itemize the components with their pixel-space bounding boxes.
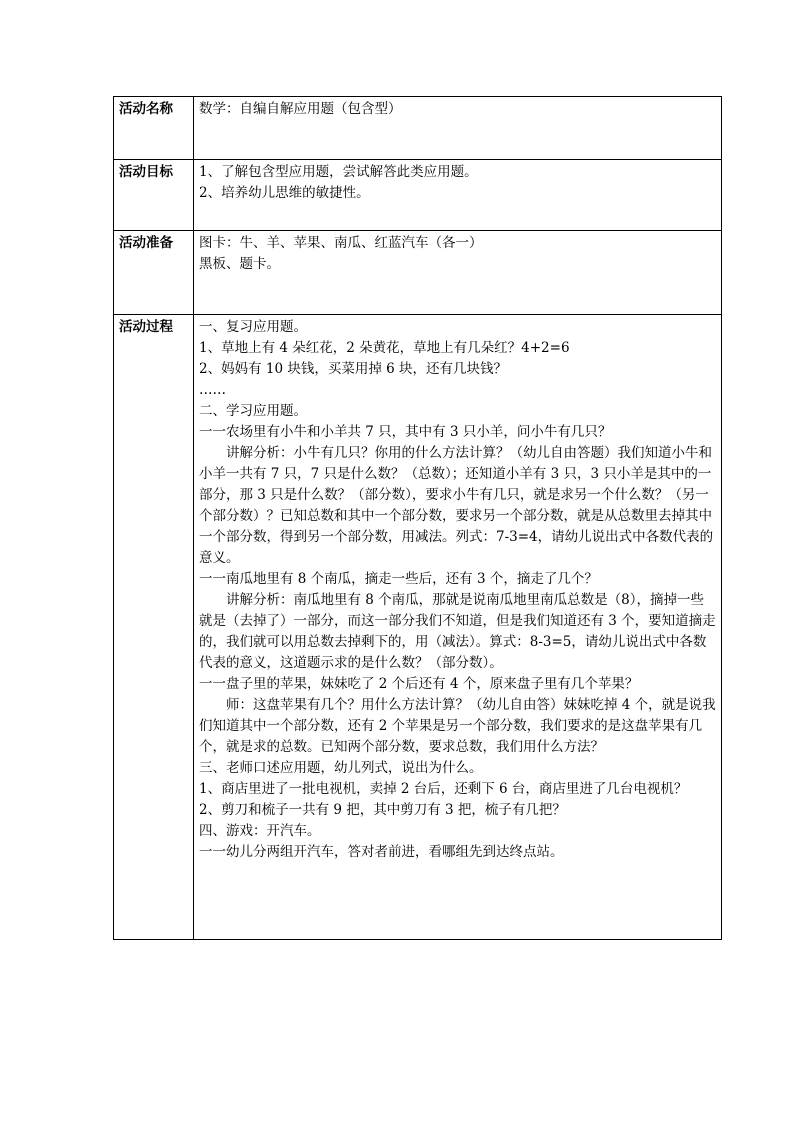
process-line: 一一南瓜地里有 8 个南瓜，摘走一些后，还有 3 个，摘走了几个？: [199, 571, 598, 587]
process-line: 1、商店里进了一批电视机，卖掉 2 台后，还剩下 6 台，商店里进了几台电视机？: [199, 781, 688, 797]
process-analysis-paragraph: 师：这盘苹果有几个？用什么方法计算？（幼儿自由答）妹妹吃掉 4 个，就是说我们知道其中一个部分数，还有 2 个苹果是另一个部分数，我们要求的是这盘苹果有几个，就是求的总数。已知两个部分数，要求总数，我们用什么方法？: [199, 697, 716, 755]
process-line: 三、老师口述应用题，幼儿列式，说出为什么。: [199, 760, 483, 776]
process-analysis-paragraph: 讲解分析：南瓜地里有 8 个南瓜，那就是说南瓜地里南瓜总数是（8），摘掉一些就是（去掉了）一部分，而这一部分我们不知道，但是我们知道还有 3 个，要知道摘走的，我们就可以用总数去掉剩下的，用（减法）。算式：8-3=5，请幼儿说出式中各数代表的意义，这道题示求的是什么数？（部分数）。: [199, 592, 716, 671]
process-line: 2、妈妈有 10 块钱，买菜用掉 6 块，还有几块钱？: [199, 361, 508, 377]
process-line: 一、复习应用题。: [199, 319, 307, 335]
label-activity-goals: 活动目标: [114, 160, 194, 231]
process-line: ……: [199, 382, 226, 398]
label-activity-name: 活动名称: [114, 97, 194, 160]
activity-plan-table: [113, 96, 722, 940]
row-activity-goals: [114, 160, 722, 231]
activity-name-text: 数学：自编自解应用题（包含型）: [199, 101, 402, 117]
process-line: 四、游戏：开汽车。: [199, 823, 321, 839]
row-activity-prep: [114, 231, 722, 315]
process-line: 1、草地上有 4 朵红花，2 朵黄花，草地上有几朵红？4+2=6: [199, 340, 570, 356]
process-analysis-paragraph: 讲解分析：小牛有几只？你用的什么方法计算？（幼儿自由答题）我们知道小牛和小羊一共有 7 只，7 只是什么数？（总数）；还知道小羊有 3 只，3 只小羊是其中的一部分，那 3 只是什么数？（部分数），要求小牛有几只，就是求另一个什么数？（另一个部分数）？已知总数和其中一个部分数，要求另一个部分数，就是从总数里去掉其中一个部分数，得到另一个部分数，用减法。列式：7-3=4，请幼儿说出式中各数代表的意义。: [199, 445, 714, 566]
content-activity-goals: [194, 160, 722, 231]
label-activity-process: 活动过程: [114, 315, 194, 940]
content-activity-prep: [194, 231, 722, 315]
process-line: 二、学习应用题。: [199, 403, 307, 419]
content-activity-name: [194, 97, 722, 160]
content-activity-process: [194, 315, 722, 940]
process-line: 一一幼儿分两组开汽车，答对者前进，看哪组先到达终点站。: [199, 844, 564, 860]
goal-line: 1、了解包含型应用题，尝试解答此类应用题。: [199, 164, 478, 180]
row-activity-name: [114, 97, 722, 160]
prep-line: 黑板、题卡。: [199, 256, 280, 272]
prep-line: 图卡：牛、羊、苹果、南瓜、红蓝汽车（各一）: [199, 235, 483, 251]
process-line: 一一农场里有小牛和小羊共 7 只，其中有 3 只小羊，问小牛有几只？: [199, 424, 612, 440]
goal-line: 2、培养幼儿思维的敏捷性。: [199, 185, 370, 201]
process-line: 2、剪刀和梳子一共有 9 把，其中剪刀有 3 把，梳子有几把？: [199, 802, 566, 818]
process-line: 一一盘子里的苹果，妹妹吃了 2 个后还有 4 个，原来盘子里有几个苹果？: [199, 676, 639, 692]
label-activity-prep: 活动准备: [114, 231, 194, 315]
row-activity-process: [114, 315, 722, 940]
